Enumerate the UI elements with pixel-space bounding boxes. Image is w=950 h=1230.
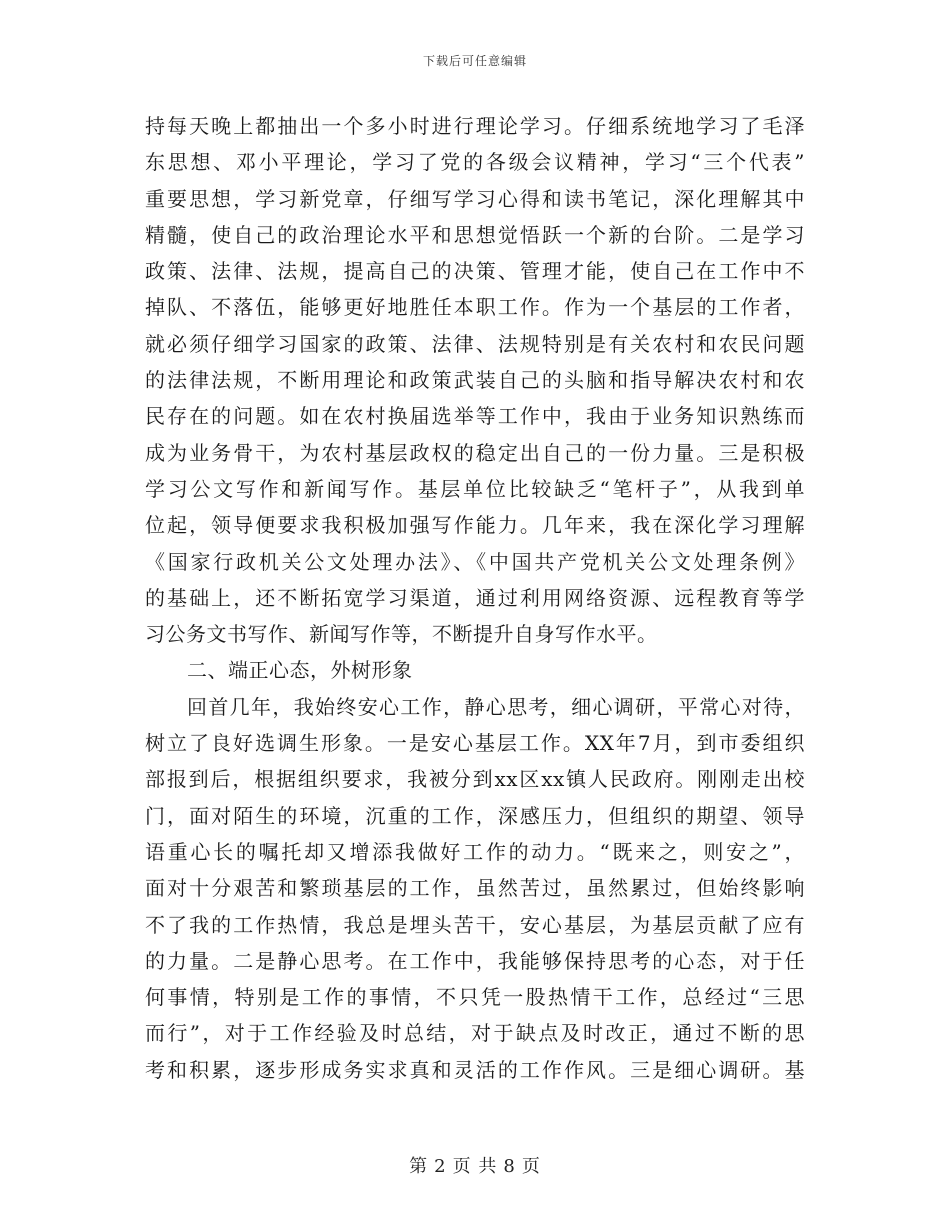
paragraph-line: 精髓，使自己的政治理论水平和思想觉悟跃一个新的台阶。二是学习 bbox=[145, 222, 805, 247]
footer-middle: 页 共 bbox=[452, 1156, 498, 1177]
document-body bbox=[145, 108, 805, 1088]
paragraph-line: 回首几年，我始终安心工作，静心思考，细心调研，平常心对待， bbox=[187, 694, 805, 719]
page-header: 下载后可任意编辑 bbox=[422, 54, 527, 68]
paragraph-line: 考和积累，逐步形成务实求真和灵活的工作作风。三是细心调研。基 bbox=[145, 1057, 805, 1082]
paragraph-line: 《国家行政机关公文处理办法》、《中国共产党机关公文处理条例》 bbox=[145, 549, 805, 574]
footer-suffix: 页 bbox=[521, 1156, 541, 1177]
paragraph-line: 何事情，特别是工作的事情，不只凭一股热情干工作，总经过“三思 bbox=[145, 985, 805, 1010]
paragraph-line: 成为业务骨干，为农村基层政权的稳定出自己的一份力量。三是积极 bbox=[145, 440, 805, 465]
paragraph-line: 的基础上，还不断拓宽学习渠道，通过利用网络资源、远程教育等学 bbox=[145, 585, 805, 610]
paragraph-line: 位起，领导便要求我积极加强写作能力。几年来，我在深化学习理解 bbox=[145, 513, 805, 538]
paragraph-line: 的力量。二是静心思考。在工作中，我能够保持思考的心态，对于任 bbox=[145, 948, 805, 973]
paragraph-line: 东思想、邓小平理论，学习了党的各级会议精神，学习“三个代表” bbox=[145, 150, 805, 175]
paragraph-line: 民存在的问题。如在农村换届选举等工作中，我由于业务知识熟练而 bbox=[145, 404, 805, 429]
section-heading: 二、端正心态，外树形象 bbox=[187, 658, 413, 683]
paragraph-line: 掉队、不落伍，能够更好地胜任本职工作。作为一个基层的工作者， bbox=[145, 295, 805, 320]
paragraph-line: 的法律法规，不断用理论和政策武装自己的头脑和指导解决农村和农 bbox=[145, 368, 805, 393]
paragraph-line: 重要思想，学习新党章，仔细写学习心得和读书笔记，深化理解其中 bbox=[145, 186, 805, 211]
footer-prefix: 第 bbox=[409, 1156, 429, 1177]
current-page-number: 2 bbox=[434, 1156, 447, 1177]
paragraph-line: 树立了良好选调生形象。一是安心基层工作。XX年7月，到市委组织 bbox=[145, 731, 805, 756]
paragraph-line: 语重心长的嘱托却又增添我做好工作的动力。“既来之，则安之”， bbox=[145, 839, 805, 864]
total-page-number: 8 bbox=[503, 1156, 516, 1177]
paragraph-line: 习公务文书写作、新闻写作等，不断提升自身写作水平。 bbox=[145, 622, 658, 647]
page-footer bbox=[0, 1152, 950, 1178]
paragraph-line: 不了我的工作热情，我总是埋头苦干，安心基层，为基层贡献了应有 bbox=[145, 912, 805, 937]
paragraph-line: 面对十分艰苦和繁琐基层的工作，虽然苦过，虽然累过，但始终影响 bbox=[145, 876, 805, 901]
paragraph-line: 政策、法律、法规，提高自己的决策、管理才能，使自己在工作中不 bbox=[145, 259, 805, 284]
paragraph-line: 持每天晚上都抽出一个多小时进行理论学习。仔细系统地学习了毛泽 bbox=[145, 114, 805, 138]
paragraph-line: 而行”，对于工作经验及时总结，对于缺点及时改正，通过不断的思 bbox=[145, 1021, 805, 1046]
paragraph-line: 门，面对陌生的环境，沉重的工作，深感压力，但组织的期望、领导 bbox=[145, 803, 805, 828]
paragraph-line: 学习公文写作和新闻写作。基层单位比较缺乏“笔杆子”，从我到单 bbox=[145, 476, 805, 501]
paragraph-line: 部报到后，根据组织要求，我被分到xx区xx镇人民政府。刚刚走出校 bbox=[145, 767, 805, 792]
paragraph-line: 就必须仔细学习国家的政策、法律、法规特别是有关农村和农民问题 bbox=[145, 331, 805, 356]
